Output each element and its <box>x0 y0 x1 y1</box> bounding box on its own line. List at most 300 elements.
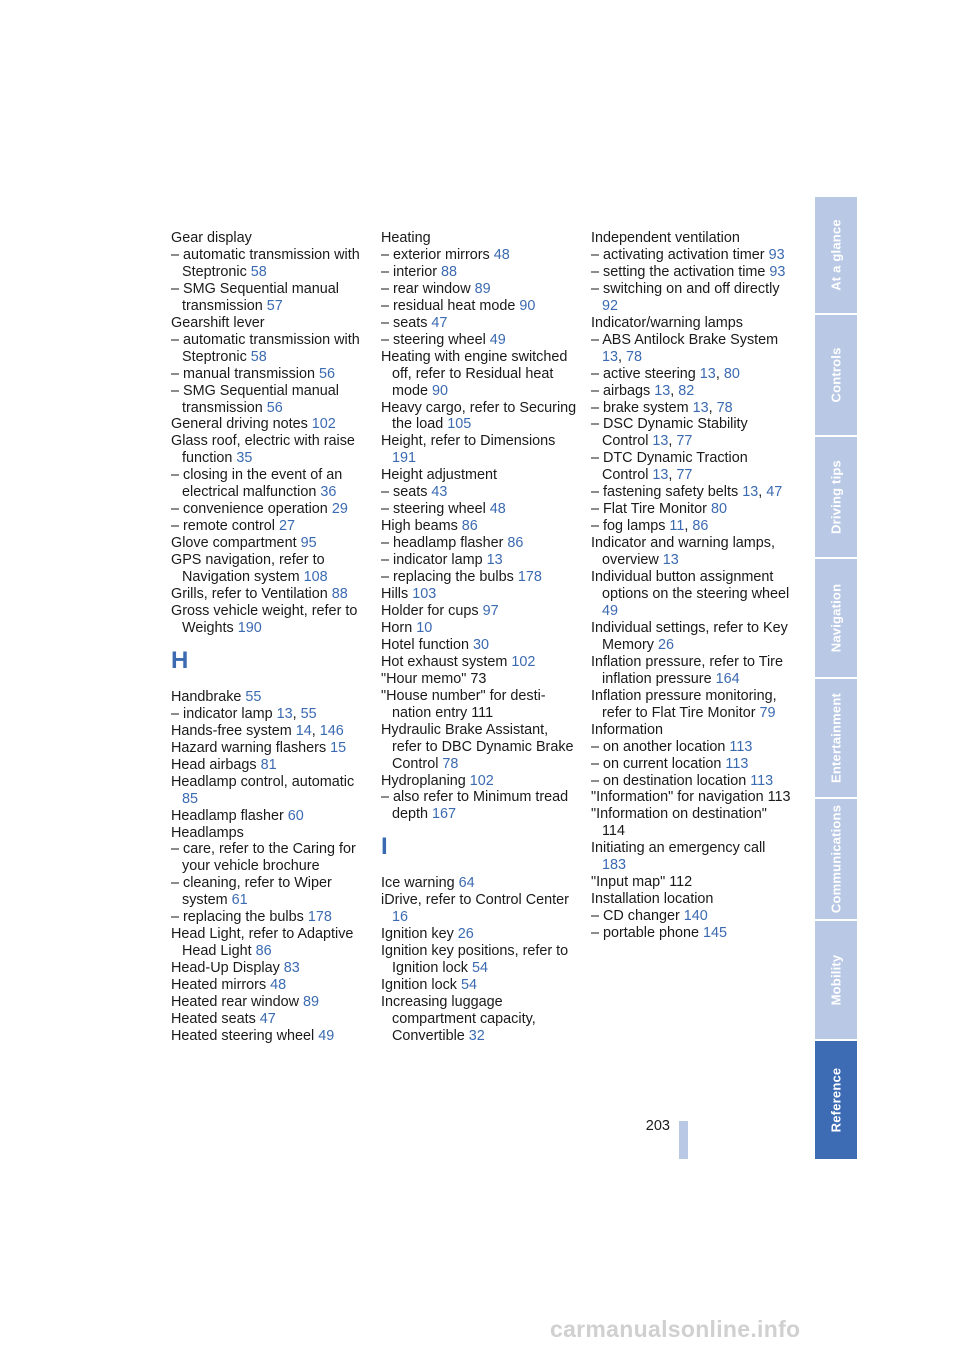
index-entry-text: Individual settings, refer to Key Memory <box>591 619 788 653</box>
page-reference-link[interactable]: 13 <box>276 705 293 722</box>
index-entry-text: Heated steering wheel <box>171 1027 319 1044</box>
index-entry-text: Installation location <box>591 891 714 908</box>
index-entry <box>381 603 581 620</box>
page-reference-link[interactable]: 82 <box>678 382 695 399</box>
index-entry-text: GPS navigation, refer to Navigation system <box>171 552 325 586</box>
index-entry-text: – on another location <box>591 738 730 755</box>
section-tabs <box>815 197 857 1161</box>
index-entry <box>381 433 581 467</box>
index-entry <box>381 552 581 569</box>
tab-controls[interactable] <box>815 315 857 435</box>
page-reference-link[interactable]: 64 <box>458 875 475 892</box>
page-reference-link[interactable]: 13 <box>699 365 716 382</box>
page-reference-link[interactable]: 81 <box>260 756 277 773</box>
index-entry-text: – on destination location <box>591 772 751 789</box>
index-entry-text: Ignition key <box>381 926 458 943</box>
page-reference-link[interactable]: 49 <box>602 602 619 619</box>
page-reference-link[interactable]: 10 <box>416 619 433 636</box>
index-entry-text: – rear window <box>381 280 475 297</box>
tab-communications[interactable] <box>815 799 857 919</box>
page-reference-link[interactable]: 61 <box>231 892 248 909</box>
page-reference-link[interactable]: 13 <box>602 348 619 365</box>
index-entry <box>171 875 371 909</box>
page-reference-link[interactable]: 15 <box>330 739 347 756</box>
index-entry <box>381 484 581 501</box>
index-entry <box>591 739 791 756</box>
index-entry-text: Glass roof, electric with raise function <box>171 433 355 467</box>
page-number-bar <box>679 1121 688 1159</box>
index-entry <box>591 501 791 518</box>
index-entry <box>381 349 581 400</box>
index-entry <box>381 247 581 264</box>
page-reference-link[interactable]: 178 <box>517 569 542 586</box>
page-reference-link[interactable]: 54 <box>472 960 489 977</box>
index-entry-text: – manual transmission <box>171 365 319 382</box>
page-reference-link[interactable]: 113 <box>729 738 753 755</box>
tab-at-a-glance[interactable] <box>815 197 857 313</box>
index-entry <box>381 501 581 518</box>
index-entry <box>381 467 581 484</box>
page-reference-link[interactable]: 88 <box>331 586 348 603</box>
tab-label: Driving tips <box>828 460 844 534</box>
index-entry-text: Independent ventilation <box>591 230 740 246</box>
index-entry-text: – SMG Sequential manual transmission <box>171 382 339 416</box>
index-entry <box>381 722 581 773</box>
index-entry <box>381 671 581 688</box>
page-reference-link[interactable]: 183 <box>602 857 627 874</box>
index-entry-text: Information <box>591 721 663 738</box>
page-reference-link[interactable]: 85 <box>182 790 199 807</box>
page-reference-link[interactable]: 78 <box>626 348 643 365</box>
tab-label: Controls <box>828 347 844 403</box>
index-entry <box>171 501 371 518</box>
page-reference-link[interactable]: 35 <box>236 450 253 467</box>
page-reference-link[interactable]: 145 <box>703 925 728 942</box>
page-reference-link[interactable]: 80 <box>723 365 740 382</box>
page-reference-link[interactable]: 11 <box>669 518 685 535</box>
page-reference-link[interactable]: 79 <box>759 704 776 721</box>
index-entry-text: – active steering <box>591 365 700 382</box>
index-entry <box>171 774 371 808</box>
index-entry <box>171 1028 371 1045</box>
page-reference-link[interactable]: 86 <box>461 518 478 535</box>
page-reference-link[interactable]: 14 <box>295 722 312 739</box>
page-reference-link[interactable]: 13 <box>486 552 503 569</box>
index-entry <box>171 909 371 926</box>
page-reference-link[interactable]: 92 <box>602 297 619 314</box>
page-number: 203 <box>645 1118 670 1134</box>
index-entry <box>171 230 371 247</box>
index-entry-text: "Information" for navigation 113 <box>591 789 791 806</box>
page-reference-link[interactable]: 13 <box>652 433 669 450</box>
page-reference-link[interactable]: 97 <box>482 602 499 619</box>
index-entry-text: – ABS Antilock Brake System <box>591 331 779 348</box>
page-reference-link[interactable]: 93 <box>769 263 786 280</box>
index-entry <box>591 569 791 620</box>
tab-entertainment[interactable] <box>815 679 857 797</box>
index-entry-text: Inflation pressure monitoring, refer to Flat Tire Monitor <box>591 687 777 721</box>
index-entry <box>591 925 791 942</box>
index-entry-text: Gear display <box>171 230 252 246</box>
page-reference-link[interactable]: 113 <box>725 755 749 772</box>
page-reference-link[interactable]: 30 <box>473 636 490 653</box>
page-reference-link[interactable]: 16 <box>392 909 409 926</box>
index-entry <box>591 874 791 891</box>
index-entry-text: – Flat Tire Monitor <box>591 501 711 518</box>
page-reference-link[interactable]: 49 <box>489 331 506 348</box>
index-entry-text: – DSC Dynamic Stability Control <box>591 416 748 450</box>
index-entry-text: "Information on destination" 114 <box>591 806 767 840</box>
index-entry <box>381 789 581 823</box>
index-entry <box>381 892 581 926</box>
index-entry-text: Hills <box>381 586 413 603</box>
page-reference-link[interactable]: 13 <box>692 399 709 416</box>
index-entry-text: Ice warning <box>381 875 459 892</box>
index-entry <box>171 416 371 433</box>
index-entry-text: Headlamps <box>171 824 244 841</box>
index-entry-text: – cleaning, refer to Wiper system <box>171 875 332 909</box>
page-reference-link[interactable]: 80 <box>710 501 727 518</box>
page-reference-link[interactable]: 83 <box>283 960 300 977</box>
tab-label: Navigation <box>828 583 844 653</box>
index-entry-text: Head-Up Display <box>171 960 284 977</box>
index-entry-text: Gearshift lever <box>171 314 265 331</box>
index-entry <box>381 688 581 722</box>
index-entry <box>171 332 371 366</box>
index-entry-text: Grills, refer to Ventilation <box>171 586 332 603</box>
page-reference-link[interactable]: 58 <box>250 348 267 365</box>
index-entry <box>171 926 371 960</box>
index-entry <box>171 518 371 535</box>
tab-reference[interactable] <box>815 1041 857 1159</box>
index-entry-text: – DTC Dynamic Traction Control <box>591 450 748 484</box>
index-entry <box>381 977 581 994</box>
index-entry <box>381 315 581 332</box>
section-letter-h: H <box>171 646 189 674</box>
index-entry-text: – on current location <box>591 755 726 772</box>
index-entry-text: "Input map" 112 <box>591 874 693 891</box>
index-entry-text: – portable phone <box>591 925 704 942</box>
index-entry <box>591 773 791 790</box>
index-entry-text: Ignition key positions, refer to Ignition lock <box>381 943 569 977</box>
index-entry-text: – steering wheel <box>381 331 490 348</box>
index-entry-text: Headlamp control, automatic <box>171 773 355 790</box>
index-entry-text: – indicator lamp <box>381 552 487 569</box>
index-entry: – airbags 13, 82 <box>591 382 695 399</box>
index-entry-text: Heating <box>381 230 431 246</box>
index-entry <box>591 247 791 264</box>
tab-mobility[interactable] <box>815 921 857 1039</box>
page-reference-link[interactable]: 48 <box>493 246 510 263</box>
index-entry <box>381 230 581 247</box>
index-entry-text: Heated seats <box>171 1010 260 1027</box>
index-entry <box>171 586 371 603</box>
page-reference-link[interactable]: 93 <box>768 246 785 263</box>
page-reference-link[interactable]: 77 <box>676 467 693 484</box>
page-reference-link[interactable]: 13 <box>654 382 671 399</box>
page-reference-link[interactable]: 36 <box>320 484 337 501</box>
index-column-2 <box>381 230 581 1045</box>
index-entry-text: – care, refer to the Caring for your vehicle brochure <box>171 841 356 875</box>
index-entry <box>591 789 791 806</box>
index-entry <box>381 620 581 637</box>
page-reference-link[interactable]: 86 <box>507 535 524 552</box>
index-entry: – fog lamps 11, 86 <box>591 518 709 535</box>
page-reference-link[interactable]: 47 <box>766 484 783 501</box>
page-reference-link[interactable]: 86 <box>692 518 709 535</box>
page-reference-link[interactable]: 105 <box>447 416 472 433</box>
index-entry-text: – seats <box>381 314 432 331</box>
index-entry <box>171 689 371 706</box>
index-entry <box>171 467 371 501</box>
index-entry-text: – residual heat mode <box>381 297 520 314</box>
index-entry-text: – airbags <box>591 382 655 399</box>
index-entry <box>591 620 791 654</box>
index-entry <box>171 825 371 842</box>
index-entry-text: Ignition lock <box>381 977 461 994</box>
index-entry-text: – brake system <box>591 399 693 416</box>
index-entry-text: Hydraulic Brake Assistant, refer to DBC Dynamic Brake Control <box>381 721 574 772</box>
page-reference-link[interactable]: 95 <box>300 535 317 552</box>
page-reference-link[interactable]: 29 <box>331 501 348 518</box>
index-entry <box>171 757 371 774</box>
page-reference-link[interactable]: 90 <box>519 297 536 314</box>
tab-driving-tips[interactable] <box>815 437 857 557</box>
index-entry <box>171 603 371 637</box>
index-column-1 <box>171 230 371 1045</box>
index-entry <box>381 281 581 298</box>
index-entry-text: Height adjustment <box>381 467 497 484</box>
index-entry-text: – indicator lamp <box>171 705 277 722</box>
page-reference-link[interactable]: 89 <box>474 280 491 297</box>
index-entry: – brake system 13, 78 <box>591 399 733 416</box>
index-entry: – DSC Dynamic Stability Control 13, 77 <box>591 416 748 450</box>
index-entry <box>381 586 581 603</box>
index-entry <box>591 908 791 925</box>
index-entry-text: – automatic transmission with Steptronic <box>171 246 360 280</box>
page-reference-link[interactable]: 78 <box>716 399 733 416</box>
index-entry <box>171 315 371 332</box>
index-entry <box>171 994 371 1011</box>
index-entry-text: Indicator and warning lamps, overview <box>591 535 775 569</box>
index-entry-text: – CD changer <box>591 908 684 925</box>
index-entry-text: Gross vehicle weight, refer to Weights <box>171 602 358 636</box>
index-entry <box>171 960 371 977</box>
index-entry-text: – remote control <box>171 518 279 535</box>
index-entry-text: Head airbags <box>171 756 261 773</box>
page-reference-link[interactable]: 103 <box>412 586 437 603</box>
index-entry-text: – steering wheel <box>381 501 490 518</box>
page-reference-link[interactable]: 13 <box>742 484 759 501</box>
page-reference-link[interactable]: 48 <box>489 501 506 518</box>
page-reference-link[interactable]: 146 <box>319 722 344 739</box>
page-reference-link[interactable]: 102 <box>469 772 494 789</box>
index-entry-text: iDrive, refer to Control Center <box>381 892 569 909</box>
index-entry-text: Horn <box>381 619 417 636</box>
page-reference-link[interactable]: 102 <box>511 653 536 670</box>
index-entry <box>591 654 791 688</box>
index-entry <box>591 806 791 840</box>
page-reference-link[interactable]: 27 <box>278 518 295 535</box>
page-reference-link[interactable]: 190 <box>237 619 262 636</box>
page-reference-link[interactable]: 55 <box>300 705 317 722</box>
index-entry-text: – also refer to Minimum tread depth <box>381 789 569 823</box>
index-entry <box>171 281 371 315</box>
page-reference-link[interactable]: 58 <box>250 263 267 280</box>
index-entry-text: Increasing luggage compartment capacity, Convertible <box>381 994 536 1044</box>
page-reference-link[interactable]: 113 <box>750 772 774 789</box>
index-entry: Hands-free system 14, 146 <box>171 722 344 739</box>
page-reference-link[interactable]: 140 <box>683 908 708 925</box>
index-entry <box>381 569 581 586</box>
page-reference-link[interactable]: 90 <box>432 382 449 399</box>
index-entry <box>381 773 581 790</box>
page-reference-link[interactable]: 55 <box>245 688 262 705</box>
page-reference-link[interactable]: 57 <box>266 297 283 314</box>
index-entry-text: Heated mirrors <box>171 977 271 994</box>
index-entry-text: – headlamp flasher <box>381 535 508 552</box>
tab-label: Reference <box>828 1067 844 1133</box>
index-entry-text: Heated rear window <box>171 994 303 1011</box>
index-entry-text: – seats <box>381 484 432 501</box>
index-entry <box>171 841 371 875</box>
index-entry-text: – SMG Sequential manual transmission <box>171 280 339 314</box>
page-reference-link[interactable]: 108 <box>303 569 328 586</box>
index-entry-text: Height, refer to Dimensions <box>381 433 556 450</box>
tab-label: Mobility <box>828 954 844 1006</box>
index-entry-text: Indicator/warning lamps <box>591 314 743 331</box>
page-reference-link[interactable]: 32 <box>468 1027 485 1044</box>
page-reference-link[interactable]: 60 <box>287 807 304 824</box>
section-letter-i: I <box>381 833 388 861</box>
index-entry <box>591 535 791 569</box>
index-entry <box>381 264 581 281</box>
page-reference-link[interactable]: 43 <box>431 484 448 501</box>
index-entry <box>171 366 371 383</box>
index-entry-text: Hydroplaning <box>381 772 470 789</box>
index-entry <box>171 535 371 552</box>
index-entry-text: – fog lamps <box>591 518 670 535</box>
page-reference-link[interactable]: 56 <box>266 399 283 416</box>
page-reference-link[interactable]: 26 <box>457 926 474 943</box>
index-entry <box>171 1011 371 1028</box>
index-entry <box>381 332 581 349</box>
index-entry <box>381 943 581 977</box>
index-entry <box>381 926 581 943</box>
page-reference-link[interactable]: 164 <box>715 670 740 687</box>
watermark: carmanualsonline.info <box>550 1316 801 1342</box>
index-entry-text: Individual button assignment options on the steering wheel <box>591 569 790 603</box>
page-reference-link[interactable]: 86 <box>255 943 272 960</box>
page-reference-link[interactable]: 48 <box>270 977 287 994</box>
index-entry <box>591 756 791 773</box>
page-reference-link[interactable]: 102 <box>311 416 336 433</box>
index-entry <box>381 994 581 1045</box>
index-entry <box>171 808 371 825</box>
index-entry <box>381 535 581 552</box>
page-reference-link[interactable]: 78 <box>442 755 459 772</box>
index-entry <box>171 740 371 757</box>
index-entry-text: – fastening safety belts <box>591 484 743 501</box>
index-entry-text: Head Light, refer to Adaptive Head Light <box>171 926 354 960</box>
index-entry-text: Heavy cargo, refer to Securing the load <box>381 399 577 433</box>
index-entry-text: Headlamp flasher <box>171 807 288 824</box>
index-entry <box>591 281 791 315</box>
index-entry <box>171 247 371 281</box>
index-entry-text: Hazard warning flashers <box>171 739 331 756</box>
index-entry-text: – automatic transmission with Steptronic <box>171 331 360 365</box>
index-entry-text: Handbrake <box>171 688 246 705</box>
index-entry-text: Hotel function <box>381 636 473 653</box>
index-entry-text: "Hour memo" 73 <box>381 670 487 687</box>
index-entry-text: Heating with engine switched off, refer to Residual heat mode <box>381 348 568 399</box>
index-column-3 <box>591 230 791 942</box>
index-entry <box>381 518 581 535</box>
page-reference-link[interactable]: 178 <box>307 909 332 926</box>
page-reference-link[interactable]: 191 <box>392 450 417 467</box>
index-entry <box>591 315 791 332</box>
index-entry <box>171 977 371 994</box>
index-entry-text: – switching on and off directly <box>591 280 780 297</box>
index-entry-text: Glove compartment <box>171 535 301 552</box>
index-entry-text: – interior <box>381 263 441 280</box>
index-entry-text: General driving notes <box>171 416 312 433</box>
page-reference-link[interactable]: 49 <box>318 1027 335 1044</box>
page-reference-link[interactable]: 13 <box>662 552 679 569</box>
tab-label: Communications <box>828 804 844 914</box>
index-entry <box>591 230 791 247</box>
index-entry-text: – setting the activation time <box>591 263 770 280</box>
tab-label: Entertainment <box>828 692 844 784</box>
page-reference-link[interactable]: 89 <box>302 994 319 1011</box>
page-reference-link[interactable]: 77 <box>676 433 693 450</box>
page-reference-link[interactable]: 167 <box>432 806 457 823</box>
page-reference-link[interactable]: 47 <box>431 314 448 331</box>
page-reference-link[interactable]: 47 <box>259 1010 276 1027</box>
index-entry: – ABS Antilock Brake System 13, 78 <box>591 331 779 365</box>
index-entry-text: – activating activation timer <box>591 246 769 263</box>
index-entry <box>381 637 581 654</box>
index-entry-text: Holder for cups <box>381 602 483 619</box>
index-entry <box>591 264 791 281</box>
index-entry <box>171 433 371 467</box>
page-reference-link[interactable]: 88 <box>441 263 458 280</box>
index-entry <box>381 298 581 315</box>
index-entry <box>591 722 791 739</box>
tab-label: At a glance <box>828 219 844 291</box>
index-entry <box>381 654 581 671</box>
page-reference-link[interactable]: 26 <box>657 636 674 653</box>
index-entry <box>171 383 371 417</box>
index-entry: – indicator lamp 13, 55 <box>171 705 317 722</box>
index-entry <box>591 688 791 722</box>
index-entry-text: Inflation pressure, refer to Tire inflation pressure <box>591 653 783 687</box>
index-entry-text: – convenience operation <box>171 501 332 518</box>
page-reference-link[interactable]: 54 <box>461 977 478 994</box>
page-reference-link[interactable]: 13 <box>652 467 669 484</box>
index-entry <box>381 875 581 892</box>
index-entry-text: Hot exhaust system <box>381 653 512 670</box>
index-entry-text: Initiating an emergency call <box>591 840 766 857</box>
index-entry <box>381 400 581 434</box>
index-entry-text: Hands-free system <box>171 722 296 739</box>
tab-navigation[interactable] <box>815 559 857 677</box>
page-reference-link[interactable]: 56 <box>318 365 335 382</box>
index-entry-text: "House number" for desti-nation entry 111 <box>381 687 546 721</box>
index-entry-text: – replacing the bulbs <box>171 909 308 926</box>
index-entry <box>591 891 791 908</box>
index-entry: – active steering 13, 80 <box>591 365 740 382</box>
